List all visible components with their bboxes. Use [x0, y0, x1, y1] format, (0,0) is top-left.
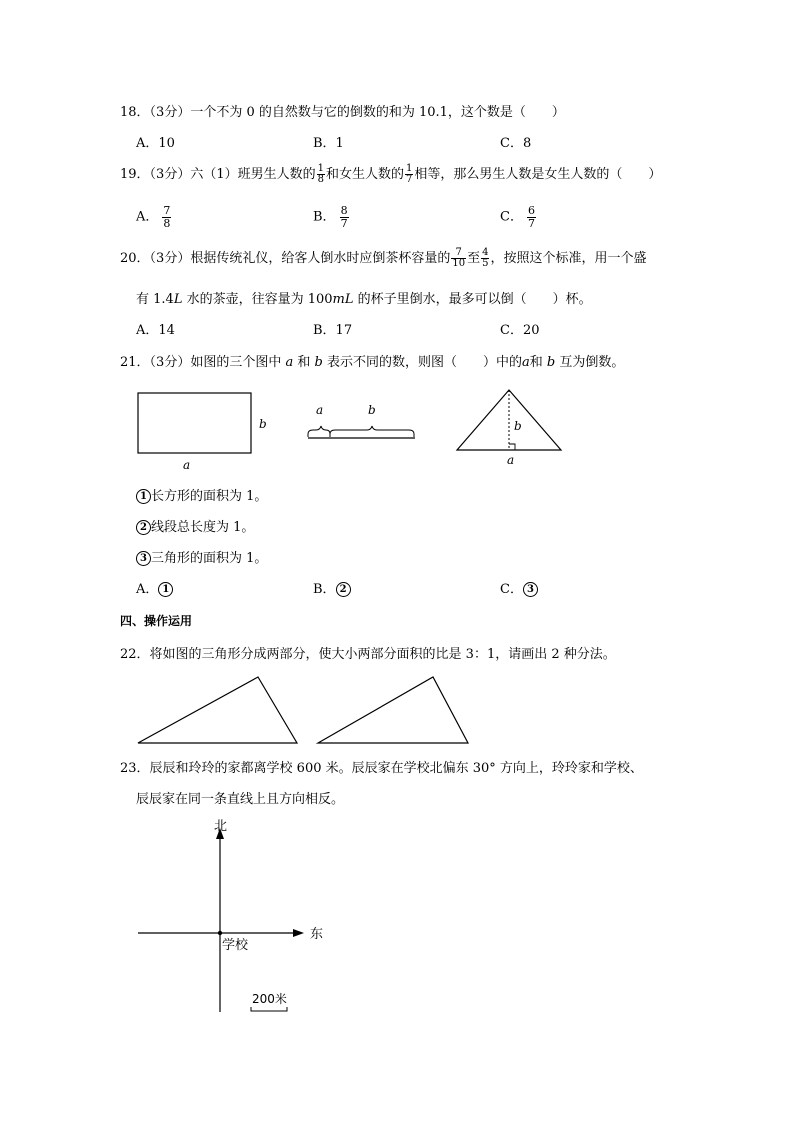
q19-option-b[interactable]: B． $\frac{8}{7}$	[313, 204, 348, 230]
q18-option-a[interactable]: A．10	[136, 136, 175, 151]
q22-stem: 22．将如图的三角形分成两部分，使大小两部分面积的比是 3：1，请画出 2 种分法。	[120, 647, 616, 662]
scale-bar	[251, 1007, 287, 1011]
q23-compass-figure	[130, 812, 340, 1022]
triangle-label-a: a	[507, 453, 515, 467]
rectangle-shape	[138, 393, 251, 453]
q21-statement-2: 2 线段总长度为 1。	[136, 520, 254, 535]
q18-option-c[interactable]: C．8	[500, 136, 532, 151]
q23-stem-line1: 23．辰辰和玲玲的家都离学校 600 米。辰辰家在学校北偏东 30° 方向上，玲玲家和学校、	[120, 761, 643, 776]
q20-option-a[interactable]: A．14	[136, 323, 175, 338]
right-angle-mark	[509, 444, 515, 450]
q20-stem-line2: 有 1.4L 水的茶壶，往容量为 100mL 的杯子里倒水，最多可以倒（ ）杯。	[136, 292, 592, 307]
segment-label-a: a	[316, 403, 324, 417]
q22-triangle-2	[318, 677, 468, 743]
q23-stem-line2: 辰辰家在同一条直线上且方向相反。	[136, 792, 345, 807]
q19-option-c[interactable]: C． $\frac{6}{7}$	[500, 204, 535, 230]
rectangle-label-b: b	[259, 417, 267, 431]
q20-option-b[interactable]: B．17	[313, 323, 353, 338]
q19-fraction-1: $\frac{1}{8}$	[317, 163, 324, 185]
q22-triangle-1	[138, 677, 297, 743]
triangle-label-b: b	[514, 419, 522, 433]
q21-triangle-figure	[450, 385, 570, 470]
school-label: 学校	[222, 938, 249, 953]
section-title: 四、操作运用	[120, 614, 193, 628]
q19-mid: 和女生人数的	[325, 167, 404, 182]
brace-a	[308, 426, 330, 437]
q21-option-b[interactable]: B． 2	[313, 582, 351, 597]
q21-statement-1: 1 长方形的面积为 1。	[136, 489, 267, 504]
q19-stem	[120, 164, 661, 186]
q20-stem-line1: 20．（3分）根据传统礼仪，给客人倒水时应倒茶杯容量的 $\frac{7}{10}$ 至 $\frac{4}{5}$ ，按照这个标准，用一个盛	[120, 247, 647, 269]
q22-triangles-figure	[130, 670, 470, 750]
school-point	[218, 931, 222, 935]
q21-rectangle-figure	[130, 388, 270, 473]
q18-stem: 18．（3分）一个不为 0 的自然数与它的倒数的和为 10.1，这个数是（ ）	[120, 105, 565, 120]
q19-fraction-2: $\frac{1}{7}$	[405, 163, 413, 185]
q21-statement-3: 3 三角形的面积为 1。	[136, 551, 267, 566]
q21-option-a[interactable]: A． 1	[136, 582, 173, 597]
brace-b	[330, 426, 414, 437]
q21-option-c[interactable]: C． 3	[500, 582, 538, 597]
scale-label: 200米	[252, 992, 287, 1006]
q18-option-b[interactable]: B．1	[313, 136, 344, 151]
north-label: 北	[214, 819, 228, 834]
q19-post: 相等，那么男生人数是女生人数的（ ）	[414, 167, 662, 182]
q19-pre: 19．（3分）六（1）班男生人数的	[120, 167, 316, 182]
q20-fraction-1: $\frac{7}{10}$	[452, 247, 466, 269]
q21-stem: 21．（3分）如图的三个图中 a 和 b 表示不同的数，则图（ ）中的a和 b 互为倒数。	[120, 355, 625, 370]
segment-label-b: b	[368, 403, 376, 417]
rectangle-label-a: a	[183, 458, 191, 472]
q19-option-a[interactable]: A． $\frac{7}{8}$	[136, 204, 171, 230]
q20-option-c[interactable]: C．20	[500, 323, 540, 338]
q20-fraction-2: $\frac{4}{5}$	[482, 247, 489, 269]
east-arrow-icon	[293, 929, 304, 937]
east-label: 东	[310, 927, 324, 942]
q21-segment-figure	[300, 400, 425, 445]
